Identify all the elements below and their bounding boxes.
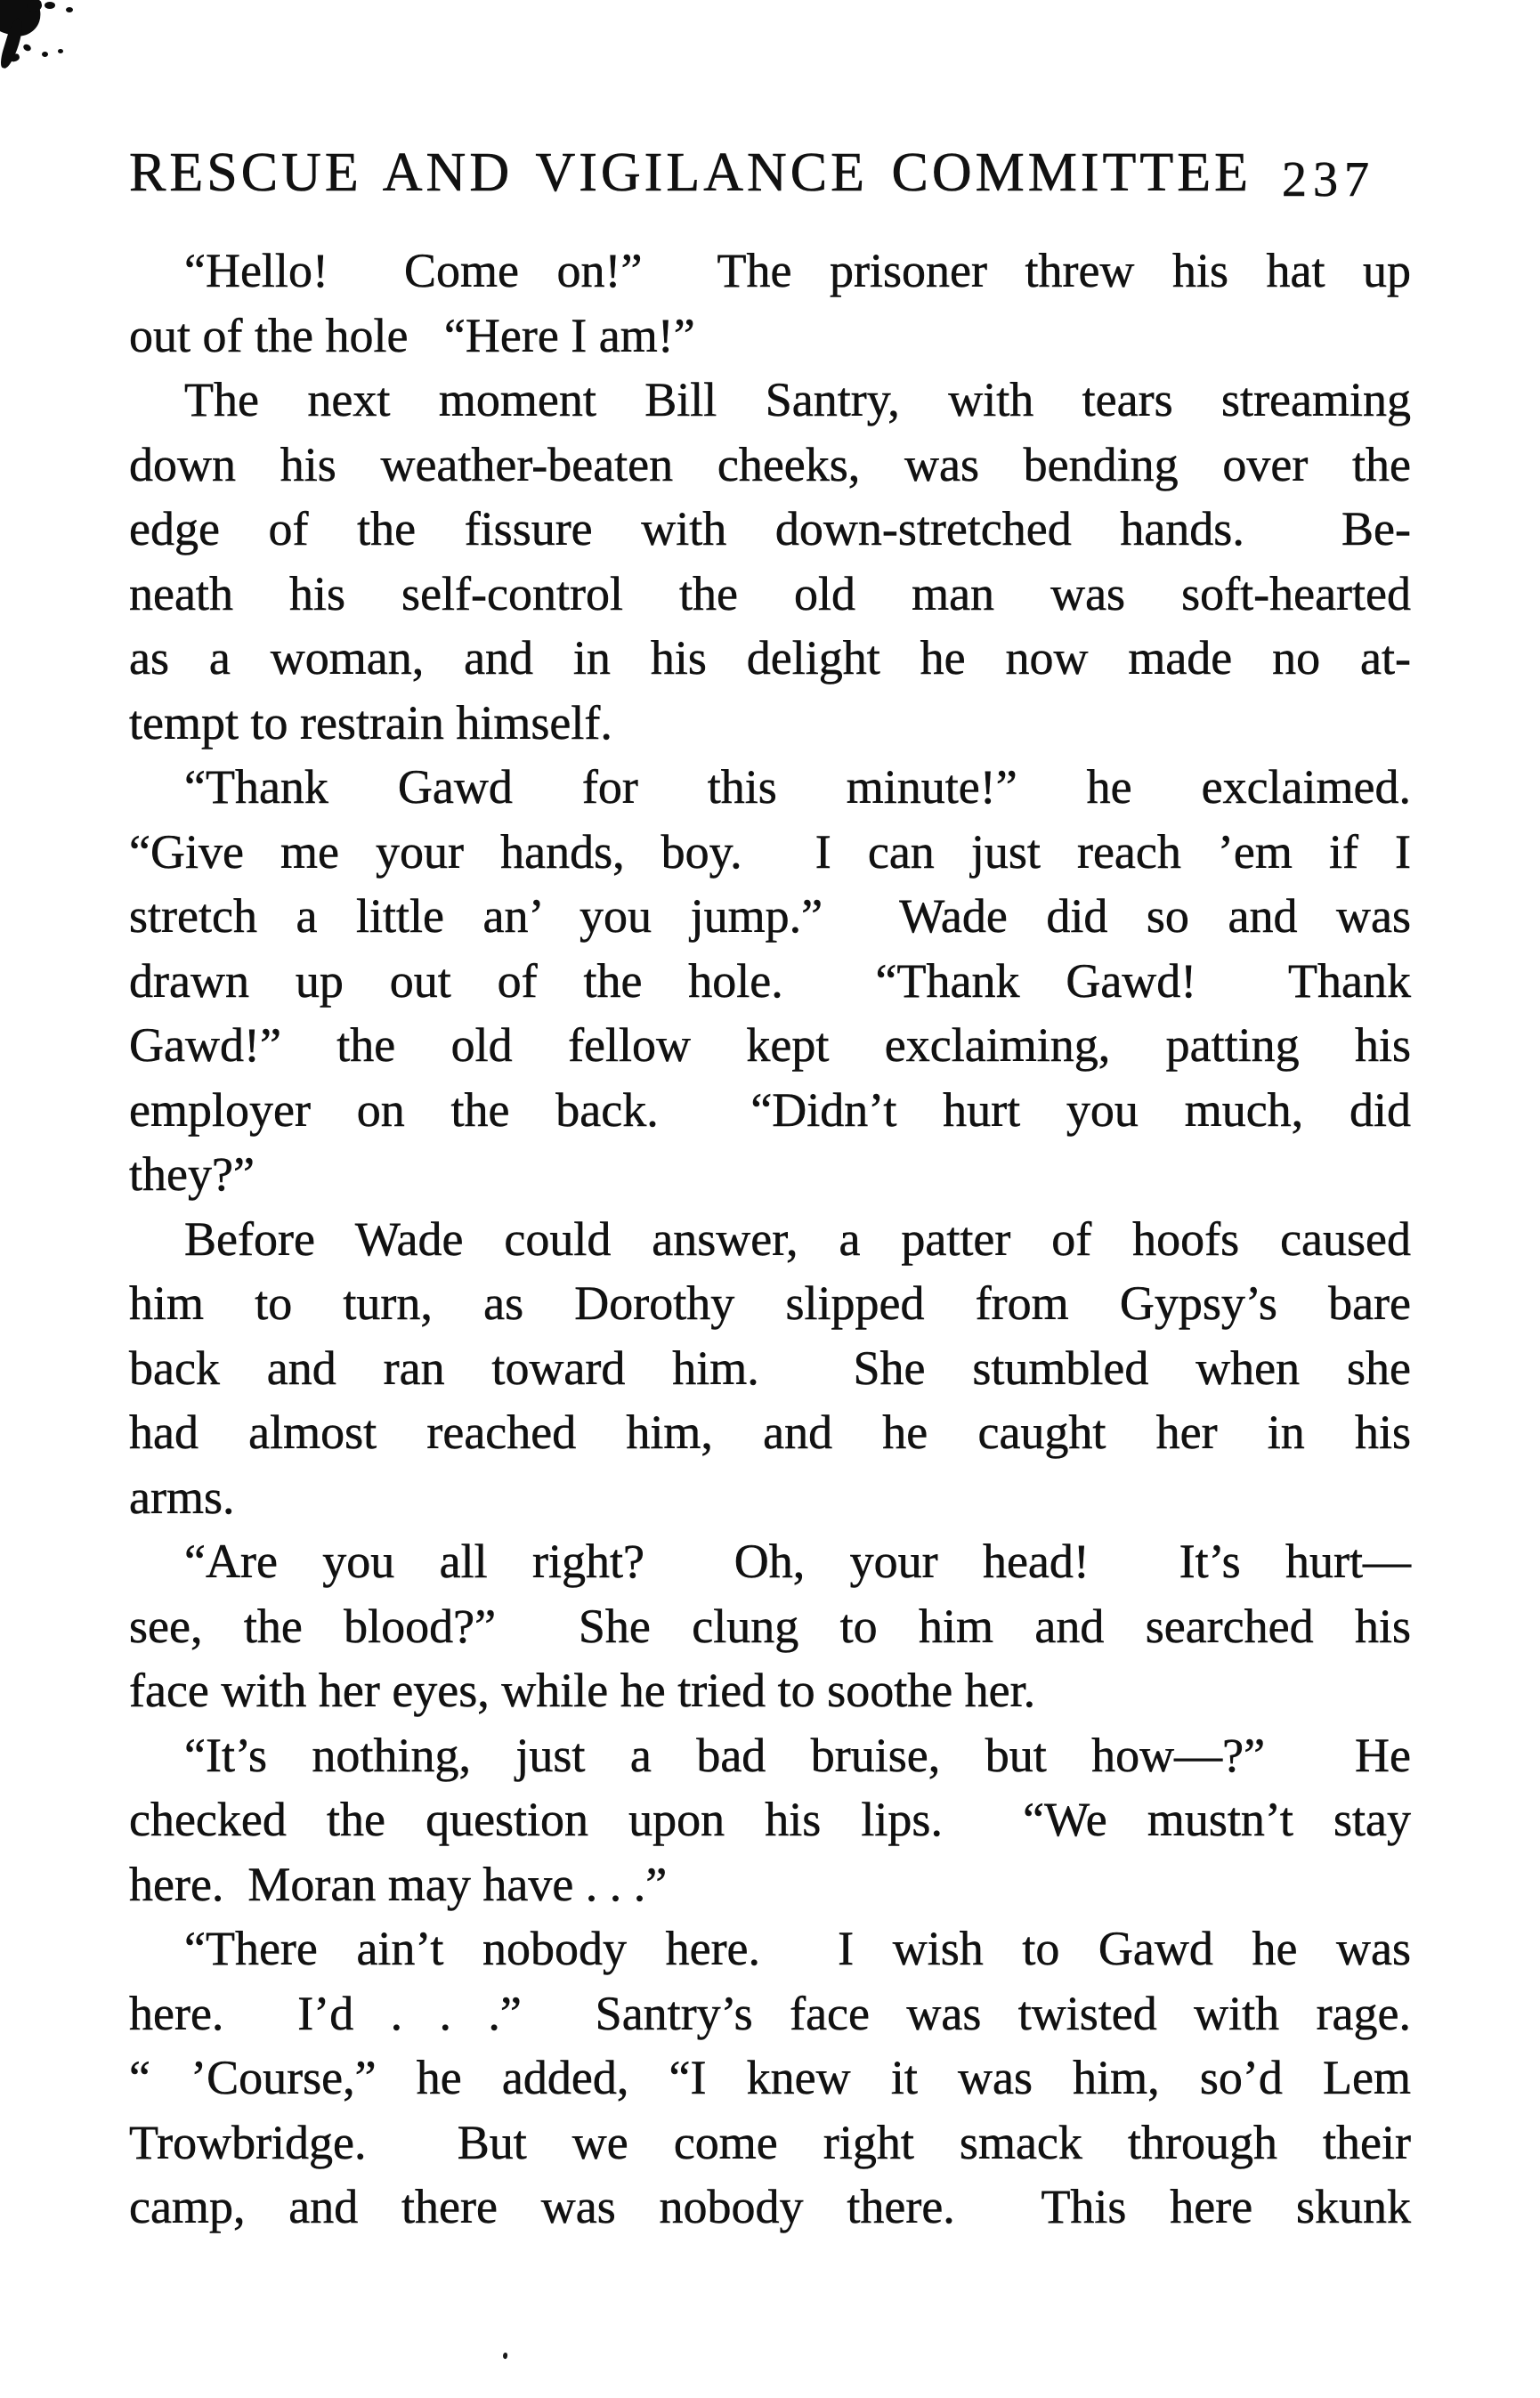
text-line: see, the blood?” She clung to him and searched his: [129, 1599, 1411, 1653]
text-line: edge of the fissure with down-stretched hands. Be-: [129, 502, 1411, 555]
text-line: here. Moran may have . . .”: [129, 1857, 668, 1911]
text-line: camp, and there was nobody there. This here skunk: [129, 2180, 1411, 2233]
text-line: face with her eyes, while he tried to soothe her.: [129, 1664, 1036, 1717]
paragraph: [129, 1723, 1411, 1917]
ink-speck-icon: [502, 2353, 507, 2360]
text-line: here. I’d . . .” Santry’s face was twisted with rage.: [129, 1986, 1411, 2040]
text-line: him to turn, as Dorothy slipped from Gypsy’s bare: [129, 1276, 1411, 1330]
paragraph: [129, 1207, 1411, 1530]
text-line: Before Wade could answer, a patter of hoofs caused: [184, 1211, 1411, 1266]
text-line: Trowbridge. But we come right smack through their: [129, 2115, 1411, 2169]
text-line: Gawd!” the old fellow kept exclaiming, patting his: [129, 1018, 1411, 1072]
text-line: neath his self-control the old man was soft-hearted: [129, 566, 1411, 620]
paragraph: [129, 1529, 1411, 1723]
text-line: “Give me your hands, boy. I can just reach ’em if I: [129, 824, 1411, 879]
text-line: “It’s nothing, just a bad bruise, but how—?” He: [184, 1728, 1411, 1782]
text-line: employer on the back. “Didn’t hurt you much, did: [129, 1082, 1411, 1137]
paragraph: [129, 239, 1411, 368]
text-line: down his weather-beaten cheeks, was bending over the: [129, 437, 1411, 491]
text-line: “ ’Course,” he added, “I knew it was him, so’d Lem: [129, 2051, 1411, 2104]
text-line: “Are you all right? Oh, your head! It’s hurt—: [184, 1535, 1411, 1588]
text-line: arms.: [129, 1470, 235, 1524]
text-line: back and ran toward him. She stumbled when she: [129, 1341, 1411, 1395]
running-title: RESCUE AND VIGILANCE COMMITTEE: [129, 142, 1252, 203]
paragraph: [129, 755, 1411, 1207]
text-line: they?”: [129, 1147, 255, 1201]
text-line: The next moment Bill Santry, with tears streaming: [184, 373, 1411, 426]
text-line: checked the question upon his lips. “We mustn’t stay: [129, 1793, 1411, 1846]
page-number: 237: [1282, 152, 1375, 207]
text-line: “Hello! Come on!” The prisoner threw his hat up: [184, 244, 1411, 297]
text-line: “There ain’t nobody here. I wish to Gawd he was: [184, 1922, 1411, 1975]
page-header: [129, 142, 1375, 207]
paragraph: [129, 368, 1411, 755]
text-line: as a woman, and in his delight he now made no at-: [129, 631, 1411, 685]
text-line: out of the hole “Here I am!”: [129, 308, 695, 362]
text-line: drawn up out of the hole. “Thank Gawd! Thank: [129, 953, 1411, 1008]
paragraph: [129, 1916, 1411, 2240]
text-line: “Thank Gawd for this minute!” he exclaimed.: [184, 760, 1411, 814]
page-body: [129, 239, 1411, 2240]
ink-smudge-icon: [0, 0, 107, 107]
text-line: tempt to restrain himself.: [129, 695, 612, 749]
text-line: had almost reached him, and he caught her in his: [129, 1406, 1411, 1459]
text-line: stretch a little an’ you jump.” Wade did so and was: [129, 889, 1411, 943]
